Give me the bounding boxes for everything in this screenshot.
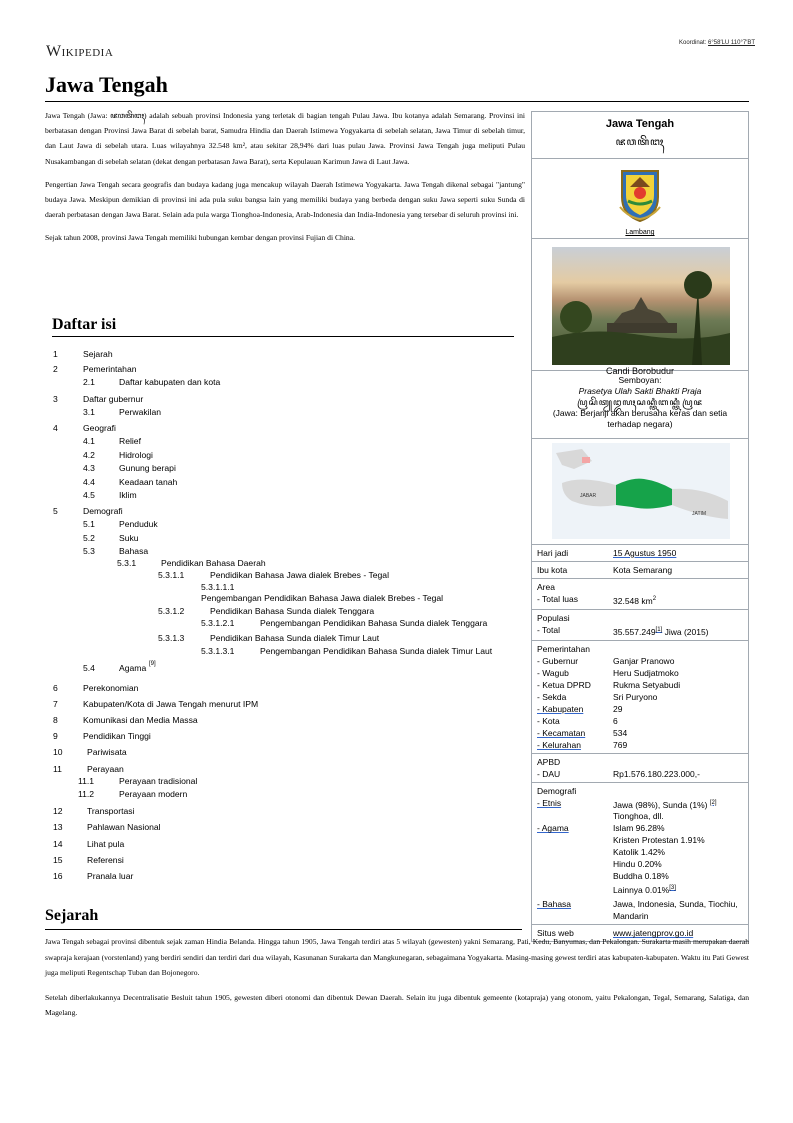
infobox (531, 111, 749, 942)
religion-item: Hindu 0.20% (613, 859, 662, 870)
toc-number: 11 (53, 764, 62, 774)
religion-item: Lainnya 0.01% (613, 885, 670, 896)
toc-number: 5.3.1.2 (158, 606, 185, 616)
toc-number: 5.1 (83, 519, 95, 529)
map-label-west: JABAR (580, 493, 597, 499)
kabupaten-link[interactable]: - Kabupaten (537, 703, 584, 714)
toc-label[interactable]: Kabupaten/Kota di Jawa Tengah menurut IPM (83, 699, 259, 709)
infobox-header (532, 112, 748, 159)
religion-value (613, 822, 743, 896)
toc-number: 5.3.1.2.1 (201, 618, 235, 628)
sejarah-paragraph-1: Jawa Tengah sebagai provinsi dibentuk sejak zaman Hindia Belanda. Hingga tahun 1905, Jawa Tengah terdiri atas 5 wilayah (gewesten) yakni Semarang, Pati, Kedu, Banyumas, dan Pekalongan. Surakarta masih merupakan daerah swapraja kerajaan (vorstenland) yang berdiri sendiri dan terdiri dari dua wilayah, Kasunanan Surakarta dan Mangkunegaran, sebagaimana Yogyakarta. Masing-masing gewest terdiri atas kabupaten-kabupaten. Waktu itu Pati Gewest juga meliputi Regentschap Tuban dan Bojonegoro. (45, 937, 749, 978)
toc-label[interactable]: Pendidikan Bahasa Daerah (161, 558, 266, 568)
kelurahan-link[interactable]: - Kelurahan (537, 739, 581, 750)
toc-label[interactable]: Penduduk (119, 519, 158, 529)
government-heading: Pemerintahan (537, 643, 590, 654)
toc-label[interactable]: Perayaan (87, 764, 124, 774)
toc-number: 13 (53, 822, 63, 832)
page-title: Jawa Tengah (45, 72, 168, 97)
photo-caption: Candi Borobudur (605, 366, 675, 376)
toc-label[interactable]: Relief (119, 436, 141, 446)
toc-label[interactable]: Pendidikan Bahasa Jawa dialek Brebes - Tegal (210, 570, 389, 580)
toc-number: 4.1 (83, 436, 95, 446)
toc-number: 2.1 (83, 377, 95, 387)
toc-label[interactable]: Daftar gubernur (83, 394, 144, 404)
toc-label[interactable]: Suku (119, 533, 139, 543)
coordinates (679, 40, 755, 46)
toc-number: 5.3 (83, 546, 95, 556)
toc-label[interactable]: Bahasa (119, 546, 149, 556)
row-key: - Kota (537, 715, 560, 726)
infobox-population (532, 610, 748, 641)
religion-item-last (613, 882, 743, 896)
toc-number: 1 (53, 349, 58, 359)
toc-label[interactable]: Perayaan modern (119, 789, 188, 799)
row-key: Hari jadi (537, 548, 569, 558)
toc-label[interactable]: Referensi (87, 855, 124, 865)
toc-label[interactable]: Pendidikan Bahasa Sunda dialek Tenggara (210, 606, 375, 616)
kecamatan-link[interactable]: - Kecamatan (537, 727, 586, 738)
row-value: Ganjar Pranowo (613, 655, 675, 666)
religion-item: Islam 96.28% (613, 823, 665, 834)
toc-label[interactable]: Pengembangan Pendidikan Bahasa Jawa dialek Brebes - Tegal (201, 593, 444, 603)
toc-label[interactable]: Keadaan tanah (119, 477, 178, 487)
province-map-icon (532, 439, 748, 543)
toc-title: Daftar isi (52, 316, 117, 333)
infobox-motto (532, 371, 748, 439)
infobox-emblem[interactable] (532, 159, 748, 239)
toc-number: 14 (53, 839, 63, 849)
row-value: 769 (613, 739, 628, 750)
toc-number: 11.1 (78, 776, 95, 786)
toc-label[interactable]: Pahlawan Nasional (87, 822, 161, 832)
toc-label[interactable]: Perayaan tradisional (119, 776, 198, 786)
infobox-row-founded (532, 545, 748, 562)
row-key: - Ketua DPRD (537, 679, 591, 690)
language-link[interactable]: - Bahasa (537, 899, 572, 910)
toc-label[interactable]: Perwakilan (119, 407, 162, 417)
motto-javanese: ꦥꦿꦱꦼꦠꦾꦈꦭꦃꦱꦏ꧀ꦠꦶꦧꦏ꧀ꦠꦶꦥꦿꦗ (577, 397, 703, 407)
toc-number: 4.5 (83, 490, 95, 500)
row-key: - Gubernur (537, 655, 579, 666)
citation-link[interactable]: [3] (669, 885, 676, 892)
infobox-demography (532, 783, 748, 926)
infobox-title: Jawa Tengah (605, 118, 675, 130)
religion-item: Katolik 1.42% (613, 847, 665, 858)
toc-number: 5.3.1.1 (158, 570, 185, 580)
toc-number: 4.4 (83, 477, 95, 487)
coordinates-link[interactable]: 6°58′LU 110°7′BT (708, 40, 755, 46)
toc-number: 5.4 (83, 663, 95, 673)
toc-label[interactable]: Agama (119, 663, 147, 673)
toc-label[interactable]: Pengembangan Pendidikan Bahasa Sunda dialek Timur Laut (260, 646, 493, 656)
toc-number: 4.2 (83, 450, 95, 460)
toc-label[interactable]: Pendidikan Bahasa Sunda dialek Timur Laut (210, 633, 380, 643)
ethnic-list-2: Tionghoa, dll. (613, 811, 664, 822)
row-value: Rp1.576.180.223.000,- (613, 768, 700, 779)
emblem-caption[interactable]: Lambang (625, 229, 655, 236)
website-link[interactable]: www.jatengprov.go.id (613, 928, 694, 939)
founded-date-link[interactable]: 15 Agustus 1950 (613, 548, 677, 558)
intro-section (45, 108, 525, 254)
sejarah-section (45, 934, 749, 1030)
row-value: Heru Sudjatmoko (613, 667, 679, 678)
toc-number: 16 (53, 871, 63, 881)
infobox-photo[interactable] (532, 239, 748, 376)
title-divider (45, 101, 749, 102)
toc-number: 5.3.1.1.1 (201, 582, 235, 592)
population-tail: Jiwa (2015) (662, 626, 709, 637)
borobudur-photo[interactable] (552, 247, 730, 365)
toc-number: 2 (53, 364, 58, 374)
toc-number: 4.3 (83, 463, 95, 473)
toc-number: 10 (53, 747, 63, 757)
toc-number: 3 (53, 394, 58, 404)
infobox-row-capital (532, 562, 748, 579)
infobox-area (532, 579, 748, 610)
toc-number: 3.1 (83, 407, 95, 417)
toc-number: 15 (53, 855, 63, 865)
toc-number: 4 (53, 423, 58, 433)
row-key: Situs web (537, 928, 574, 939)
toc-number: 5.3.1 (117, 558, 137, 568)
motto-text: Prasetya Ulah Sakti Bhakti Praja (578, 386, 702, 396)
toc-number: 5.2 (83, 533, 95, 543)
row-key: - Total luas (537, 594, 578, 604)
row-value: 6 (613, 715, 618, 726)
row-key: - DAU (537, 768, 561, 779)
toc-label[interactable]: Pengembangan Pendidikan Bahasa Sunda dialek Tenggara (260, 618, 488, 628)
motto-label: Semboyan: (618, 375, 662, 385)
row-value: 534 (613, 727, 628, 738)
ethnic-list: Jawa (98%), Sunda (1%) (613, 799, 708, 810)
infobox-map[interactable] (532, 439, 748, 545)
toc-label[interactable]: Daftar kabupaten dan kota (119, 377, 221, 387)
map-label-east: JATIM (692, 511, 707, 517)
section-title-sejarah: Sejarah (45, 907, 99, 924)
row-value: Sri Puryono (613, 691, 658, 702)
toc-number: 6 (53, 683, 58, 693)
row-value: Rukma Setyabudi (613, 679, 681, 690)
population-value (613, 624, 743, 638)
wikipedia-logo[interactable]: Wikipedia (46, 43, 114, 60)
toc-number: 7 (53, 699, 58, 709)
area-heading: Area (537, 582, 555, 592)
apbd-heading: APBD (537, 756, 561, 767)
infobox-title-javanese: ꦗꦮꦠꦼꦔꦃ (615, 137, 665, 148)
toc-label[interactable]: Pranala luar (87, 871, 134, 881)
intro-paragraph-2: Pengertian Jawa Tengah secara geografis dan budaya kadang juga mencakup wilayah Daerah Istimewa Yogyakarta. Jawa Tengah dikenal sebagai "jantung" budaya Jawa. Meskipun demikian di provinsi ini ada pula suku bangsa lain yang memiliki budaya yang berbeda dengan suku Jawa seperti suku Sunda di daerah perbatasan dengan Jawa Barat. Selain ada pula warga Tionghoa-Indonesia, Arab-Indonesia dan India-Indonesia yang tersebar di seluruh provinsi ini. (45, 179, 525, 220)
borobudur-image-icon (552, 247, 730, 365)
row-value: 29 (613, 703, 623, 714)
toc-number: 5.3.1.3.1 (201, 646, 235, 656)
capital-value: Kota Semarang (613, 565, 673, 575)
citation-link[interactable]: [1] (655, 626, 663, 633)
citation-link[interactable]: [2] (709, 799, 717, 806)
population-heading: Populasi (537, 612, 570, 623)
coordinates-label: Koordinat: (679, 40, 707, 46)
toc-label[interactable]: Sejarah (83, 349, 113, 359)
toc-label[interactable]: Iklim (119, 490, 137, 500)
population-number: 35.557.249 (613, 626, 656, 637)
toc-divider (52, 336, 514, 337)
toc-number: 11.2 (78, 789, 95, 799)
toc-label[interactable]: Gunung berapi (119, 463, 176, 473)
area-number: 32.548 km (613, 595, 653, 606)
row-key: - Sekda (537, 691, 567, 702)
toc-number: 8 (53, 715, 58, 725)
toc-number: 5.3.1.3 (158, 633, 185, 643)
infobox-apbd (532, 754, 748, 783)
toc-label[interactable]: Pemerintahan (83, 364, 137, 374)
sejarah-paragraph-2: Setelah diberlakukannya Decentralisatie Besluit tahun 1905, gewesten diberi otonomi dan dibentuk Dewan Daerah. Selain itu juga dibentuk gemeente (kotapraja) yang otonom, yaitu Pekalongan, Tegal, Semarang, Salatiga, dan Magelang. (45, 992, 749, 1018)
section-divider (45, 929, 522, 930)
coat-of-arms-icon (618, 167, 662, 223)
intro-paragraph-3: Sejak tahun 2008, provinsi Jawa Tengah memiliki hubungan kembar dengan provinsi Fujian di China. (45, 233, 355, 243)
religion-item: Buddha 0.18% (613, 871, 669, 882)
infobox-government (532, 641, 748, 754)
religion-item: Kristen Protestan 1.91% (613, 835, 705, 846)
toc-label[interactable]: Komunikasi dan Media Massa (83, 715, 198, 725)
area-exponent: 2 (652, 596, 657, 602)
motto-translation: (Jawa: Berjanji akan berusaha keras dan setia terhadap negara) (552, 408, 728, 429)
toc-number: 9 (53, 731, 58, 741)
toc-label[interactable]: Lihat pula (87, 839, 125, 849)
religion-link[interactable]: - Agama (537, 823, 569, 834)
toc-label[interactable]: Pariwisata (87, 747, 127, 757)
toc-number: 5 (53, 506, 58, 516)
area-value (613, 593, 743, 607)
row-key: Ibu kota (537, 565, 568, 575)
row-key: - Wagub (537, 667, 569, 678)
toc-label[interactable]: Perekonomian (83, 683, 139, 693)
row-key: - Total (537, 624, 560, 635)
toc-label[interactable]: Pendidikan Tinggi (83, 731, 151, 741)
toc-label[interactable]: Transportasi (87, 806, 135, 816)
ethnic-value (613, 797, 743, 823)
toc-label[interactable]: Hidrologi (119, 450, 153, 460)
toc-label[interactable]: Demografi (83, 506, 123, 516)
intro-paragraph-1: Jawa Tengah (Jawa: ꦗꦮꦠꦼꦔꦃ) adalah sebuah provinsi Indonesia yang terletak di bagian tengah Pulau Jawa. Ibu kotanya adalah Semarang. Provinsi ini berbatasan dengan Provinsi Jawa Barat di sebelah barat, Samudra Hindia dan Daerah Istimewa Yogyakarta di sebelah selatan, Jawa Timur di sebelah timur, dan Laut Jawa di sebelah utara. Luas wilayahnya 32.548 km², atau sekitar 28,94% dari luas pulau Jawa. Provinsi Jawa Tengah juga meliputi Pulau Nusakambangan di sebelah selatan (dekat dengan perbatasan Jawa Barat), serta Kepulauan Karimun Jawa di Laut Jawa. (45, 111, 525, 166)
toc-citation[interactable]: [9] (149, 661, 156, 667)
toc-label[interactable]: Geografi (83, 423, 116, 433)
toc-number: 12 (53, 806, 63, 816)
language-value: Jawa, Indonesia, Sunda, Tiochiu, Mandarin (613, 899, 738, 922)
demography-heading: Demografi (537, 785, 577, 796)
ethnic-link[interactable]: - Etnis (537, 797, 562, 808)
